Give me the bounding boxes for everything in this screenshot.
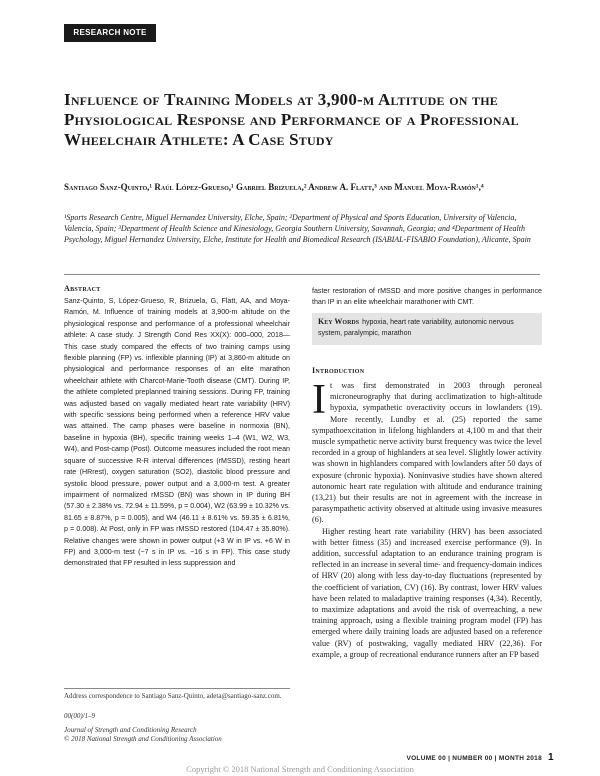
intro-paragraph-2: Higher resting heart rate variability (HRV) has been associated with better fitness (35) and increased exercise performance (9). In addition, successful adaptation to an endurance training program is reflected in an increase in several time- and frequency-domain indices of HRV (20) along with less day-to-day fluctuations (represented by the coefficient of variation, CV) (16). By contrast, lower HRV values have been related to maladaptive training responses (4,34). Recently, to maximize adaptations and avoid the risk of overreaching, a new training approach, using a flexible training program model (FP) has emerged where daily training loads are adjusted based on a reference value (RV) of postwaking, vagally mediated HRV (22,36). For example, a group of recreational endurance runners after an FP based — [312, 526, 542, 659]
article-title: Influence of Training Models at 3,900-m Altitude on the Physiological Response and Performance of a Professional Wheelchair Athlete: A Case Study — [64, 90, 519, 149]
correspondence-note: Address correspondence to Santiago Sanz-Quinto, adeta@santiago-sanz.com. — [64, 692, 282, 700]
journal-note: Journal of Strength and Conditioning Research — [64, 726, 197, 734]
abstract-heading: Abstract — [64, 284, 101, 293]
volume-note: 00(00)/1–9 — [64, 712, 96, 720]
introduction-heading: Introduction — [312, 366, 365, 375]
intro-paragraph-1-text: t was first demonstrated in 2003 through peroneal microneurography that during acclimatization to high-altitude hypoxia, sympathetic overactivity occurs in lowlanders (19). More recently, Lundby et al. (25) reported the same sympathoexcitation in lifelong highlanders at 4,100 m and that their muscle sympathetic nerve activity burst frequency was twice the level recorded in a group of highlanders at sea level. Slightly lower activity was shown in highlanders compared with lowlanders after 50 days of exposure (chronic hypoxia). Noninvasive studies have shown altered autonomic heart rate regulation with altitude and endurance training (13,21) but their results are not in agreement with the increase in parasympathetic activity observed at altitude using invasive measures (6). — [312, 381, 542, 525]
copyright-note: © 2018 National Strength and Conditioning Association — [64, 735, 222, 743]
affiliations: ¹Sports Research Centre, Miguel Hernandez University, Elche, Spain; ²Department of Physical and Sports Education, University of Valencia, Valencia, Spain; ³Department of Health Science and Kinesiology, Georgia Southern University, Savannah, Georgia; and ⁴Department of Health Psychology, Miguel Hernandez University, Elche, Institute for Health and Biomedical Research (ISABIAL-FISABIO Foundation), Alicante, Spain — [64, 213, 531, 244]
intro-paragraph-1 — [312, 377, 542, 526]
page-number: 1 — [548, 752, 554, 763]
keywords-text: hypoxia, heart rate variability, autonomic nervous system, paralympic, marathon — [318, 319, 514, 337]
footnote-divider — [64, 688, 290, 689]
abstract-text: Sanz-Quinto, S, López-Grueso, R, Brizuela, G, Flatt, AA, and Moya-Ramón, M. Influence of training models at 3,900-m altitude on the physiological response and performance of a professional wheelchair athlete: A case study. J Strength Cond Res XX(X): 000–000, 2018—This case study compared the effects of two training camps using flexible planning (FP) vs. inflexible planning (IP) at 3,860-m altitude on physiological and performance responses of an elite marathon wheelchair athlete with Charcot-Marie-Tooth disease (CMT). During IP, the athlete completed preplanned training sessions. During FP, training was adjusted based on vagally mediated heart rate variability (HRV) with specific sessions being performed when a reference HRV value was attained. The camp phases were baseline in normoxia (BN), baseline in hypoxia (BH), specific training weeks 1–4 (W1, W2, W3, W4), and Post-camp (Post). Outcome measures included the root mean square of successive R-R interval differences (rMSSD), resting heart rate (HRrest), oxygen saturation (SO2), diastolic blood pressure and systolic blood pressure, power output and a 3,000-m test. A greater impairment of normalized rMSSD (BN) was shown in IP during BH (57.30 ± 2.38% vs. 72.94 ± 11.59%, p = 0.004), W2 (63.99 ± 10.32% vs. 81.65 ± 8.87%, p = 0.005), and W4 (46.11 ± 8.61% vs. 59.35 ± 6.81%, p = 0.008). At Post, only in FP was rMSSD restored (104.47 ± 35.80%). Relative changes were shown in power output (+3 W in IP vs. +6 W in FP) and 3,000-m test (−7 s in IP vs. −16 s in FP). This case study demonstrated that FP resulted in less suppression and — [64, 297, 290, 568]
introduction-body — [312, 377, 542, 660]
section-divider — [64, 274, 540, 275]
issue-info: VOLUME 00 | NUMBER 00 | MONTH 2018 — [406, 755, 542, 762]
drop-cap: I — [312, 377, 326, 423]
abstract-continuation: faster restoration of rMSSD and more positive changes in performance than IP in an elite wheelchair marathoner with CMT. — [312, 287, 542, 307]
author-list: Santiago Sanz-Quinto,¹ Raúl López-Grueso,¹ Gabriel Brizuela,² Andrew A. Flatt,³ and Manuel Moya-Ramón¹,⁴ — [64, 182, 484, 192]
keywords-box — [312, 313, 542, 345]
research-note-badge: RESEARCH NOTE — [64, 24, 156, 42]
keywords-label: Key Words — [318, 317, 360, 326]
copyright-watermark: Copyright © 2018 National Strength and Conditioning Association — [186, 764, 414, 774]
